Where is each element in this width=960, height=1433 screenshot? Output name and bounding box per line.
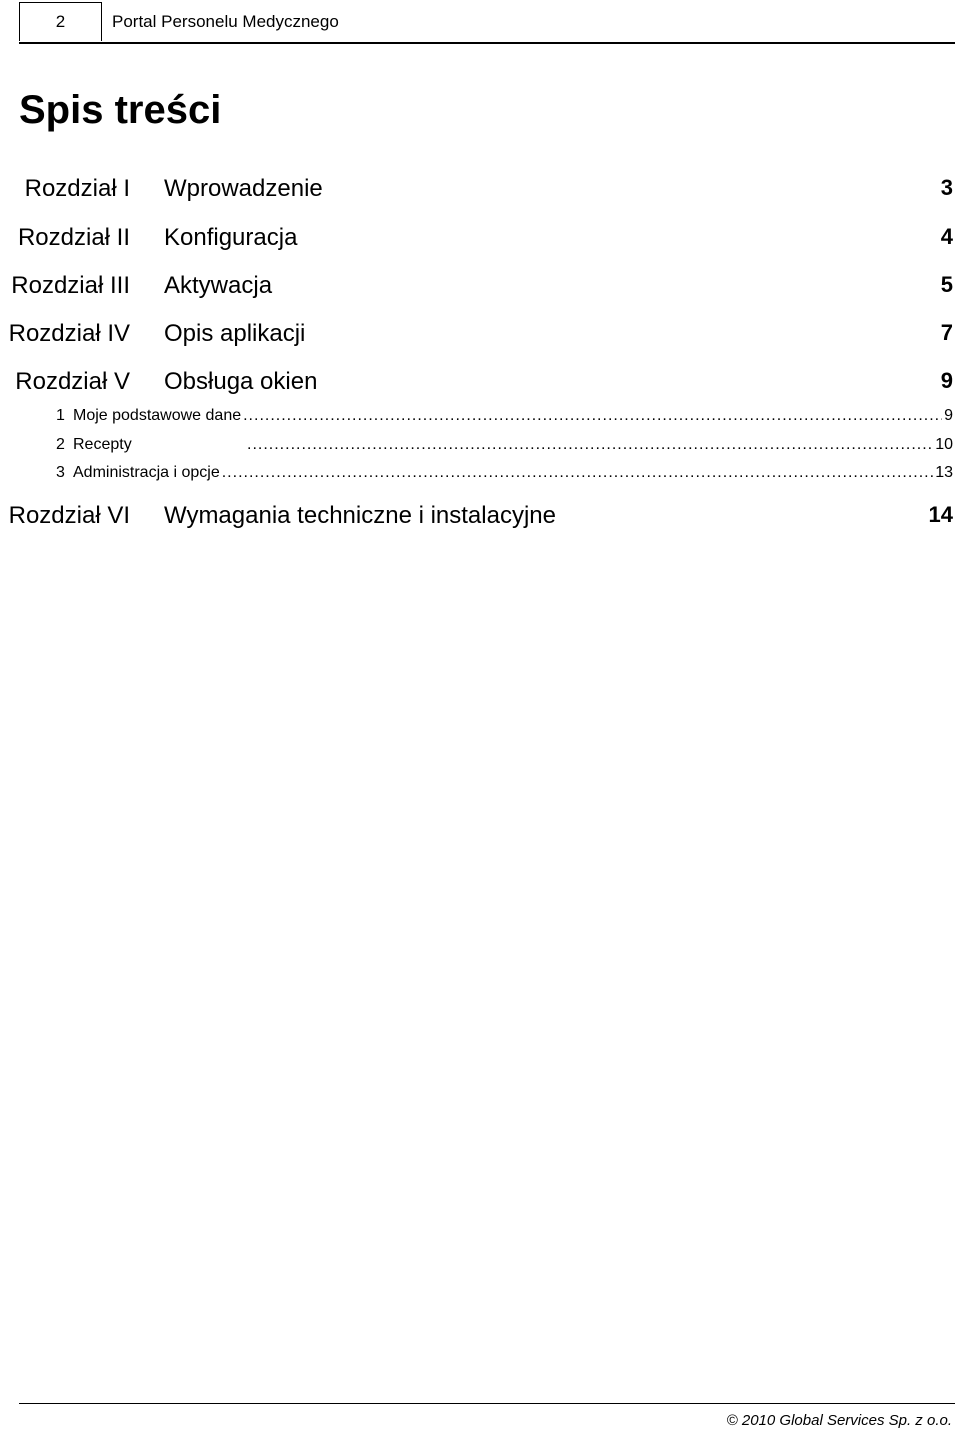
dot-leader <box>222 464 933 482</box>
subsection-page: 10 <box>935 436 953 453</box>
chapter-title: Obsługa okien <box>164 368 318 395</box>
footer-divider <box>19 1403 955 1404</box>
toc-subsection-2[interactable] <box>56 436 953 456</box>
chapter-page: 4 <box>940 224 953 249</box>
chapter-page: 3 <box>940 175 953 200</box>
chapter-label: Rozdział IV <box>8 320 130 347</box>
subsection-page: 13 <box>935 464 953 481</box>
chapter-label: Rozdział III <box>11 272 130 299</box>
toc-chapter-6[interactable] <box>0 502 955 536</box>
subsection-page: 9 <box>944 407 953 424</box>
chapter-label: Rozdział VI <box>8 502 130 529</box>
toc-chapter-1[interactable] <box>0 175 955 209</box>
chapter-label: Rozdział I <box>24 175 130 202</box>
subsection-title: Recepty <box>73 436 132 453</box>
chapter-title: Wymagania techniczne i instalacyjne <box>164 502 556 529</box>
subsection-title: Administracja i opcje <box>73 464 220 481</box>
footer-copyright: © 2010 Global Services Sp. z o.o. <box>726 1412 952 1429</box>
toc-title: Spis treści <box>19 88 222 132</box>
toc-chapter-4[interactable] <box>0 320 955 354</box>
subsection-number: 1 <box>56 407 65 424</box>
toc-chapter-2[interactable] <box>0 224 955 258</box>
chapter-title: Wprowadzenie <box>164 175 323 202</box>
chapter-label: Rozdział II <box>17 224 130 251</box>
chapter-title: Aktywacja <box>164 272 273 299</box>
chapter-label: Rozdział V <box>15 368 130 395</box>
header-title: Portal Personelu Medycznego <box>112 12 339 31</box>
chapter-page: 5 <box>940 272 953 297</box>
dot-leader <box>247 436 933 454</box>
page-header <box>19 2 955 44</box>
chapter-page: 9 <box>940 368 953 393</box>
subsection-title: Moje podstawowe dane <box>73 407 242 424</box>
toc-chapter-3[interactable] <box>0 272 955 306</box>
chapter-page: 14 <box>928 502 953 527</box>
chapter-title: Opis aplikacji <box>164 320 306 347</box>
toc-chapter-5[interactable] <box>0 368 955 402</box>
dot-leader <box>243 407 942 425</box>
toc-subsection-1[interactable] <box>56 407 953 427</box>
toc-subsection-3[interactable] <box>56 464 953 484</box>
chapter-title: Konfiguracja <box>164 224 298 251</box>
subsection-number: 2 <box>56 436 65 453</box>
header-page-number: 2 <box>19 2 102 41</box>
subsection-number: 3 <box>56 464 65 481</box>
chapter-page: 7 <box>940 320 953 345</box>
